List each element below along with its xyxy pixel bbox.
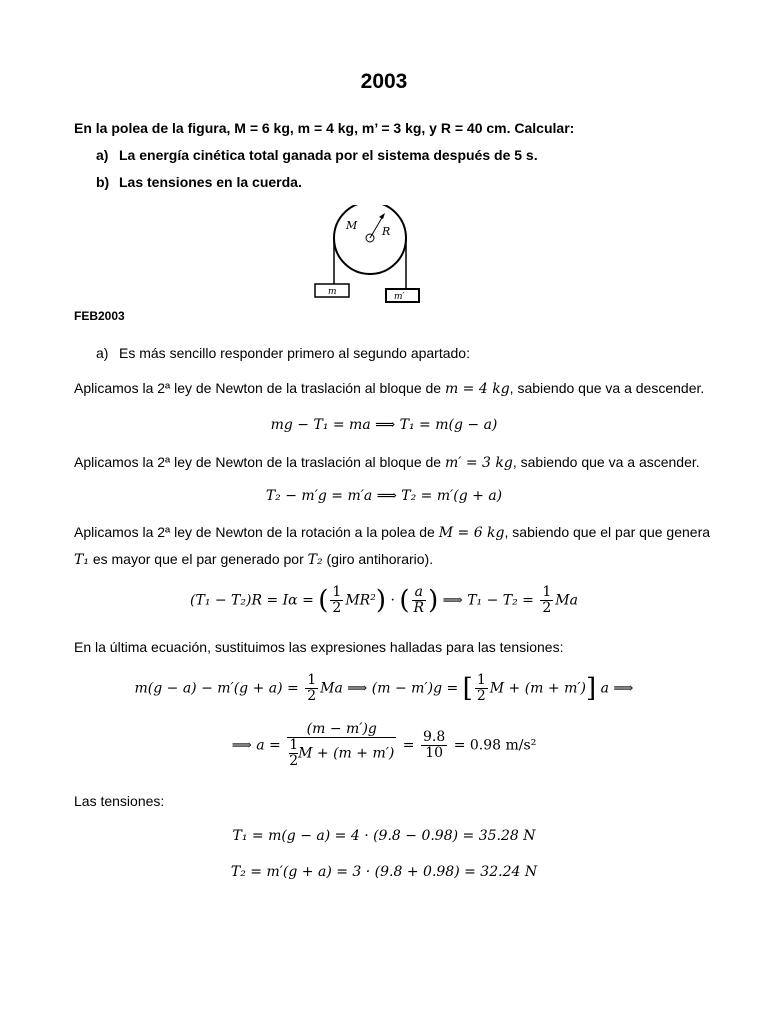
- equation-7: T₂ = m′(g + a) = 3 · (9.8 + 0.98) = 32.24 N: [230, 864, 538, 880]
- paragraph-4: En la última ecuación, sustituimos las expresiones halladas para las tensiones:: [74, 639, 564, 655]
- solution-a-text: Es más sencillo responder primero al segundo apartado:: [119, 345, 470, 361]
- label-m-prime: m′: [394, 292, 405, 302]
- label-R: R: [382, 225, 391, 238]
- equation-1: mg − T₁ = ma ⟹ T₁ = m(g − a): [270, 417, 498, 433]
- equation-4: m(g − a) − m′(g + a) = $\frac{1}{2}$ Ma ⟹ (m − m′)g = [ $\frac{1}{2}$ M + (m + m′)] a ⟹: [134, 672, 634, 704]
- page-title: 2003: [360, 70, 408, 93]
- section-label: FEB2003: [74, 309, 125, 323]
- solution-a-marker: a): [96, 345, 109, 361]
- equation-3: (T₁ − T₂)R = Iα = ( $\frac{1}{2}$ MR²) · ( $\frac{a}{R}$ ) ⟹ T₁ − T₂ = $\frac{1}{2}$ Ma: [190, 584, 578, 616]
- paragraph-3-cont: T₁ es mayor que el par generado por T₂ (giro antihorario).: [74, 551, 434, 568]
- paragraph-3: Aplicamos la 2ª ley de Newton de la rotación a la polea de M = 6 kg, sabiendo que el par que genera: [74, 524, 711, 541]
- paragraph-2: Aplicamos la 2ª ley de Newton de la traslación al bloque de m′ = 3 kg, sabiendo que va a ascender.: [74, 454, 700, 471]
- equation-6: T₁ = m(g − a) = 4 · (9.8 − 0.98) = 35.28 N: [232, 828, 536, 844]
- paragraph-1: Aplicamos la 2ª ley de Newton de la traslación al bloque de m = 4 kg, sabiendo que va a descender.: [74, 380, 705, 397]
- pulley-figure: [305, 205, 430, 305]
- problem-item-b: Las tensiones en la cuerda.: [119, 174, 302, 190]
- equation-2: T₂ − m′g = m′a ⟹ T₂ = m′(g + a): [265, 488, 503, 504]
- problem-item-b-marker: b): [96, 174, 110, 190]
- label-M: M: [346, 219, 358, 232]
- label-m: m: [328, 287, 337, 297]
- problem-item-a: La energía cinética total ganada por el sistema después de 5 s.: [119, 147, 538, 163]
- pulley-wheel: [334, 205, 406, 274]
- problem-item-a-marker: a): [96, 147, 109, 163]
- paragraph-5: Las tensiones:: [74, 793, 165, 809]
- problem-intro: En la polea de la figura, M = 6 kg, m = 4 kg, m’ = 3 kg, y R = 40 cm. Calcular:: [74, 120, 575, 136]
- equation-5: ⟹ a = (m − m′)g $\frac{1}{2}$ M + (m + m′) = $\frac{9.8}{10}$ = 0.98 m/s²: [231, 721, 537, 769]
